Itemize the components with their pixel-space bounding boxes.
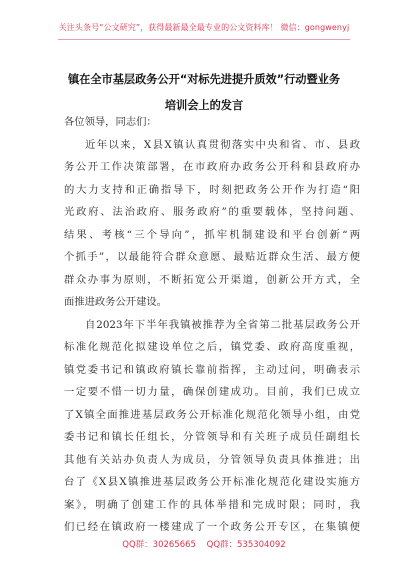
paragraph-line: 案》，明确了创建工作的具体举措和完成时限；同时，我 xyxy=(64,498,360,511)
header-divider xyxy=(58,39,350,40)
footer-qq-group-2: QQ群：535304092 xyxy=(206,540,286,550)
paragraph-line: 自2023年下半年我镇被推荐为全省第二批基层政务公开 xyxy=(85,318,360,331)
paragraph-line: 面推进政务公开建设。 xyxy=(64,296,167,308)
paragraph-line: 镇党委书记和镇政府镇长靠前指挥，主动过问，明确表示 xyxy=(64,363,360,376)
paragraph-line: 群众办事为原则，不断拓宽公开渠道，创新公开方式，全 xyxy=(64,273,360,286)
document-body xyxy=(64,111,360,539)
header-banner: 关注头条号“公文研究”，获得最新最全最专业的公文资料库！ 微信：gongwenyj xyxy=(58,23,350,32)
paragraph-line: 了X镇全面推进基层政务公开标准化规范化领导小组，由党 xyxy=(64,408,360,421)
paragraph-line: 结果、考核“三个导向”，抓牢机制建设和平台创新“两 xyxy=(64,228,360,241)
paragraph-line: 务公开工作决策部署，在市政府办政务公开科和县政府办 xyxy=(64,161,360,173)
paragraph-line: 一定要不惜一切力量，确保创建成功。目前，我们已成立 xyxy=(64,386,360,398)
paragraph-line: 个抓手”，以最能符合群众意愿、最贴近群众生活、最方便 xyxy=(64,251,360,263)
paragraph-line: 们已经在镇政府一楼建成了一个政务公开专区，在集镇便 xyxy=(64,521,360,533)
paragraph-2 xyxy=(64,314,360,539)
paragraph-line: 其他有关站办负责人为成员，分管领导负责具体推进；出 xyxy=(64,453,360,466)
paragraph-1 xyxy=(64,134,360,314)
document-title-line-2: 培训会上的发言 xyxy=(164,99,244,112)
paragraph-line: 委书记和镇长任组长，分管领导和有关班子成员任副组长 xyxy=(64,431,360,443)
salutation: 各位领导，同志们： xyxy=(64,116,157,128)
document-title-line-1: 镇在全市基层政务公开“对标先进提升质效”行动暨业务 xyxy=(67,73,341,86)
footer-qq-group-1: QQ群：30265665 xyxy=(122,540,196,550)
paragraph-line: 光政府、法治政府、服务政府”的重要载体，坚持问题、 xyxy=(64,206,360,218)
paragraph-line: 近年以来，X县X镇认真贯彻落实中央和省、市、县政 xyxy=(85,138,360,151)
footer-contact xyxy=(0,538,408,550)
paragraph-line: 的大力支持和正确指导下，时刻把政务公开作为打造“阳 xyxy=(64,183,360,196)
paragraph-line: 台了《X县X镇推进基层政务公开标准化规范化建设实施方 xyxy=(64,476,360,488)
paragraph-line: 标准化规范化拟建设单位之后，镇党委、政府高度重视， xyxy=(64,341,360,353)
